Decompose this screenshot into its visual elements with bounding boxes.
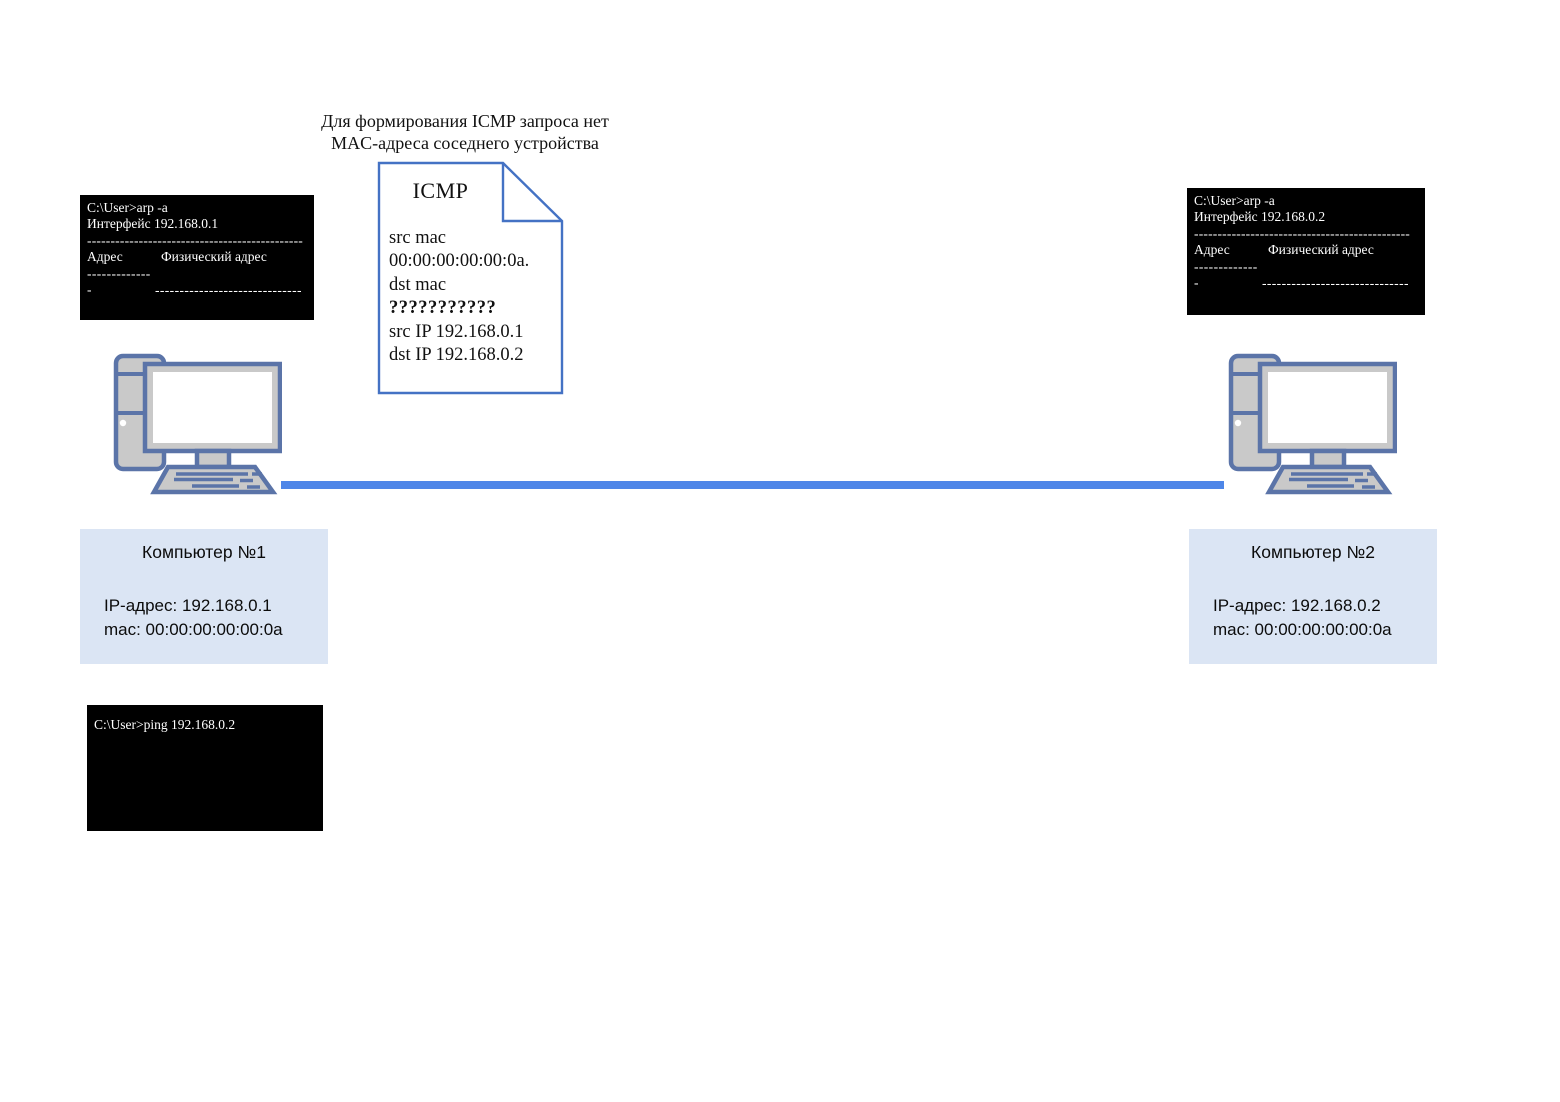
computer1-label-box (80, 529, 328, 664)
icmp-field-src-mac-label: src mac (389, 228, 447, 248)
terminal-separator: ---------------------------------------------- (1194, 225, 1410, 241)
annotation-line-2: MAC-адреса соседнего устройства (331, 132, 599, 153)
terminal-command-line: C:\User>ping 192.168.0.2 (94, 717, 236, 732)
computer1-mac: mac: 00:00:00:00:00:0a (104, 619, 283, 639)
icmp-packet-title: ICMP (412, 178, 469, 203)
terminal-underline-row (1194, 259, 1418, 292)
icmp-packet-fields (389, 227, 529, 367)
computer1-ip: IP-адрес: 192.168.0.1 (104, 596, 272, 615)
terminal-separator: ---------------------------------------------- (87, 232, 303, 248)
icmp-field-src-ip: src IP 192.168.0.1 (389, 321, 524, 342)
icmp-field-dst-mac-label: dst mac (389, 274, 447, 295)
computer1-title: Компьютер №1 (142, 542, 266, 562)
icmp-field-dst-ip: dst IP 192.168.0.2 (389, 345, 524, 366)
terminal-col-physical: Физический адрес (1268, 242, 1374, 258)
terminal-arp-computer2 (1187, 188, 1425, 315)
terminal-arp-computer1 (80, 195, 314, 320)
annotation-note (305, 111, 625, 154)
desktop-computer-icon-left (112, 350, 282, 495)
icmp-field-src-mac-value: 00:00:00:00:00:0a. (389, 251, 530, 272)
terminal-interface-line: Интерфейс 192.168.0.1 (87, 216, 219, 232)
terminal-command-line: C:\User>arp -a (1194, 193, 1275, 208)
terminal-col-physical: Физический адрес (161, 249, 267, 265)
computer2-mac: mac: 00:00:00:00:00:0a (1213, 619, 1392, 639)
annotation-line-1: Для формирования ICMP запроса нет (321, 111, 609, 131)
terminal-header-row (87, 249, 307, 265)
computer2-ip: IP-адрес: 192.168.0.2 (1213, 596, 1381, 615)
terminal-dashes-physical: ------------------------------ (1262, 275, 1409, 291)
computer1-details (80, 594, 328, 641)
terminal-dashes-address: -------------- (87, 265, 151, 298)
terminal-command-line: C:\User>arp -a (87, 200, 168, 215)
icmp-packet-document (377, 161, 564, 395)
terminal-dashes-address: -------------- (1194, 258, 1258, 291)
icmp-field-dst-mac-unknown: ??????????? (389, 298, 497, 319)
network-link-line (281, 481, 1224, 489)
terminal-col-address: Адрес (1194, 242, 1230, 258)
terminal-ping-computer1 (87, 705, 323, 831)
computer2-label-box (1189, 529, 1437, 664)
computer2-title: Компьютер №2 (1251, 542, 1375, 562)
terminal-header-row (1194, 242, 1418, 258)
terminal-interface-line: Интерфейс 192.168.0.2 (1194, 209, 1326, 225)
desktop-computer-icon-right (1227, 350, 1397, 495)
terminal-dashes-physical: ------------------------------ (155, 282, 302, 298)
terminal-col-address: Адрес (87, 249, 123, 265)
terminal-underline-row (87, 266, 307, 299)
computer2-details (1189, 594, 1437, 641)
